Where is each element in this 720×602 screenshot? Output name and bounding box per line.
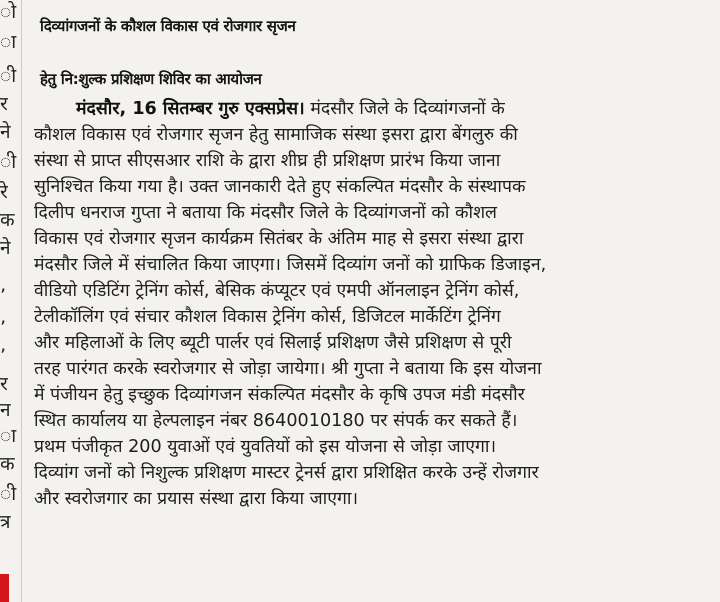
neighbor-text-fragment: ’ xyxy=(0,345,7,367)
column-rule xyxy=(21,0,22,602)
neighbor-text-fragment: ’ xyxy=(0,285,7,307)
neighbor-text-fragment: ा xyxy=(0,31,17,53)
neighbor-text-fragment: ने xyxy=(0,237,11,259)
neighbor-text-fragment: र xyxy=(0,373,8,395)
dateline: मंदसौर, 16 सितम्बर गुरु एक्सप्रेस। xyxy=(76,99,305,119)
neighbor-column-fragment xyxy=(0,0,20,602)
neighbor-text-fragment: रे xyxy=(0,181,8,203)
neighbor-text-fragment: ा xyxy=(0,425,17,447)
article-line: कौशल विकास एवं रोजगार सृजन हेतु सामाजिक संस्था इसरा द्वारा बेंगलुरु की xyxy=(34,125,518,145)
neighbor-text-fragment: ो xyxy=(0,1,17,23)
article-line-text: मंदसौर जिले के दिव्यांगजनों के xyxy=(304,99,505,119)
article-line: टेलीकॉलिंग एवं संचार कौशल विकास ट्रेनिंग कोर्स, डिजिटल मार्केटिंग ट्रेनिंग xyxy=(34,307,501,327)
neighbor-text-fragment: ी xyxy=(0,483,17,505)
article-line: दिलीप धनराज गुप्ता ने बताया कि मंदसौर जिले के दिव्यांगजनों को कौशल xyxy=(34,203,497,223)
red-section-marker xyxy=(0,574,9,602)
article-line: प्रथम पंजीकृत 200 युवाओं एवं युवतियों को इस योजना से जोड़ा जाएगा। xyxy=(34,437,497,457)
article-body xyxy=(34,96,714,512)
article-line: में पंजीयन हेतु इच्छुक दिव्यांगजन संकल्पित मंदसौर के कृषि उपज मंडी मंदसौर xyxy=(34,385,525,405)
neighbor-text-fragment: न xyxy=(0,399,11,421)
article-line: वीडियो एडिटिंग ट्रेनिंग कोर्स, बेसिक कंप्यूटर एवं एमपी ऑनलाइन ट्रेनिंग कोर्स, xyxy=(34,281,520,301)
neighbor-text-fragment: ी xyxy=(0,151,17,173)
article-line: दिव्यांग जनों को निशुल्क प्रशिक्षण मास्टर ट्रेनर्स द्वारा प्रशिक्षित करके उन्हें रोजगार xyxy=(34,463,539,483)
headline-line-1: दिव्यांगजनों के कौशल विकास एवं रोजगार सृजन xyxy=(40,17,296,35)
neighbor-text-fragment: क xyxy=(0,209,15,231)
article-line xyxy=(34,96,714,122)
neighbor-text-fragment: र xyxy=(0,93,8,115)
neighbor-text-fragment: ’ xyxy=(0,317,7,339)
article-line: स्थित कार्यालय या हेल्पलाइन नंबर 8640010180 पर संपर्क कर सकते हैं। xyxy=(34,411,518,431)
neighbor-text-fragment: ने xyxy=(0,121,11,143)
article-line: विकास एवं रोजगार सृजन कार्यक्रम सितंबर के अंतिम माह से इसरा संस्था द्वारा xyxy=(34,229,524,249)
article-line: तरह पारंगत करके स्वरोजगार से जोड़ा जायेगा। श्री गुप्ता ने बताया कि इस योजना xyxy=(34,359,542,379)
neighbor-text-fragment: त्र xyxy=(0,511,11,533)
article-line: संस्था से प्राप्त सीएसआर राशि के द्वारा शीघ्र ही प्रशिक्षण प्रारंभ किया जाना xyxy=(34,151,501,171)
headline-line-2: हेतु नि:शुल्क प्रशिक्षण शिविर का आयोजन xyxy=(40,70,262,88)
article-line: सुनिश्चित किया गया है। उक्त जानकारी देते हुए संकल्पित मंदसौर के संस्थापक xyxy=(34,177,526,197)
neighbor-text-fragment: ी xyxy=(0,65,17,87)
neighbor-text-fragment: क xyxy=(0,453,15,475)
article-line: और स्वरोजगार का प्रयास संस्था द्वारा किया जाएगा। xyxy=(34,489,359,509)
article-line: और महिलाओं के लिए ब्यूटी पार्लर एवं सिलाई प्रशिक्षण जैसे प्रशिक्षण से पूरी xyxy=(34,333,512,353)
article-line: मंदसौर जिले में संचालित किया जाएगा। जिसमें दिव्यांग जनों को ग्राफिक डिजाइन, xyxy=(34,255,547,275)
headline xyxy=(40,0,716,106)
